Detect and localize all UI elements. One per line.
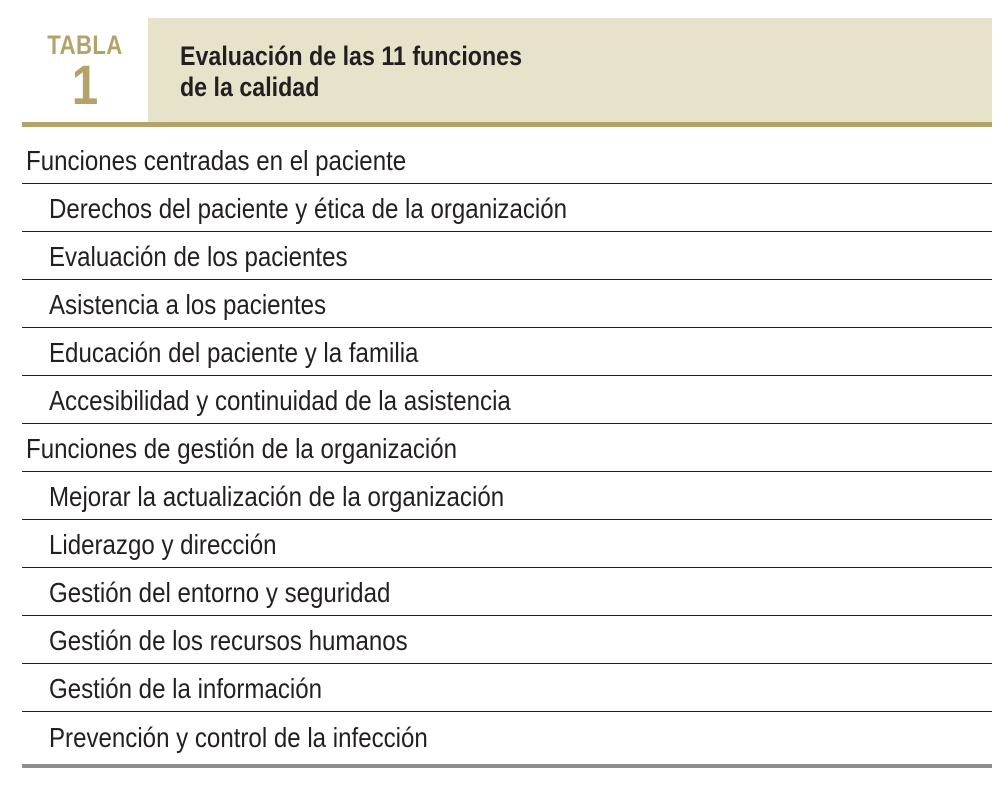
table-row bbox=[22, 376, 992, 424]
table-row bbox=[22, 472, 992, 520]
table-row bbox=[22, 232, 992, 280]
table-figure bbox=[22, 18, 992, 768]
row-text: Evaluación de los pacientes bbox=[49, 241, 348, 272]
section-heading-row bbox=[22, 127, 992, 184]
table-label bbox=[22, 18, 148, 122]
row-text: Derechos del paciente y ética de la organización bbox=[49, 193, 568, 224]
row-text: Gestión de la información bbox=[49, 673, 323, 704]
table-row bbox=[22, 184, 992, 232]
row-text: Prevención y control de la infección bbox=[49, 722, 428, 753]
table-header bbox=[22, 18, 992, 122]
table-title-box bbox=[148, 18, 992, 122]
table-row bbox=[22, 280, 992, 328]
table-row bbox=[22, 616, 992, 664]
row-text: Asistencia a los pacientes bbox=[49, 289, 327, 320]
section-heading-row bbox=[22, 424, 992, 472]
table-label-word: TABLA bbox=[47, 30, 123, 60]
row-text: Liderazgo y dirección bbox=[49, 529, 277, 560]
section-heading-text: Funciones centradas en el paciente bbox=[26, 145, 407, 176]
table-label-number: 1 bbox=[71, 53, 99, 116]
table-row bbox=[22, 664, 992, 712]
table-title-line-2: de la calidad bbox=[180, 72, 320, 102]
table-title-line-1: Evaluación de las 11 funciones bbox=[180, 41, 522, 71]
row-text: Accesibilidad y continuidad de la asistencia bbox=[49, 385, 511, 416]
row-text: Gestión del entorno y seguridad bbox=[49, 577, 391, 608]
row-text: Mejorar la actualización de la organización bbox=[49, 481, 505, 512]
table-row bbox=[22, 712, 992, 760]
table-title bbox=[180, 41, 662, 103]
table-row bbox=[22, 568, 992, 616]
bottom-rule bbox=[22, 764, 992, 768]
table-row bbox=[22, 328, 992, 376]
table-body bbox=[22, 127, 992, 760]
section-heading-text: Funciones de gestión de la organización bbox=[26, 433, 458, 464]
row-text: Educación del paciente y la familia bbox=[49, 337, 419, 368]
row-text: Gestión de los recursos humanos bbox=[49, 625, 408, 656]
table-row bbox=[22, 520, 992, 568]
